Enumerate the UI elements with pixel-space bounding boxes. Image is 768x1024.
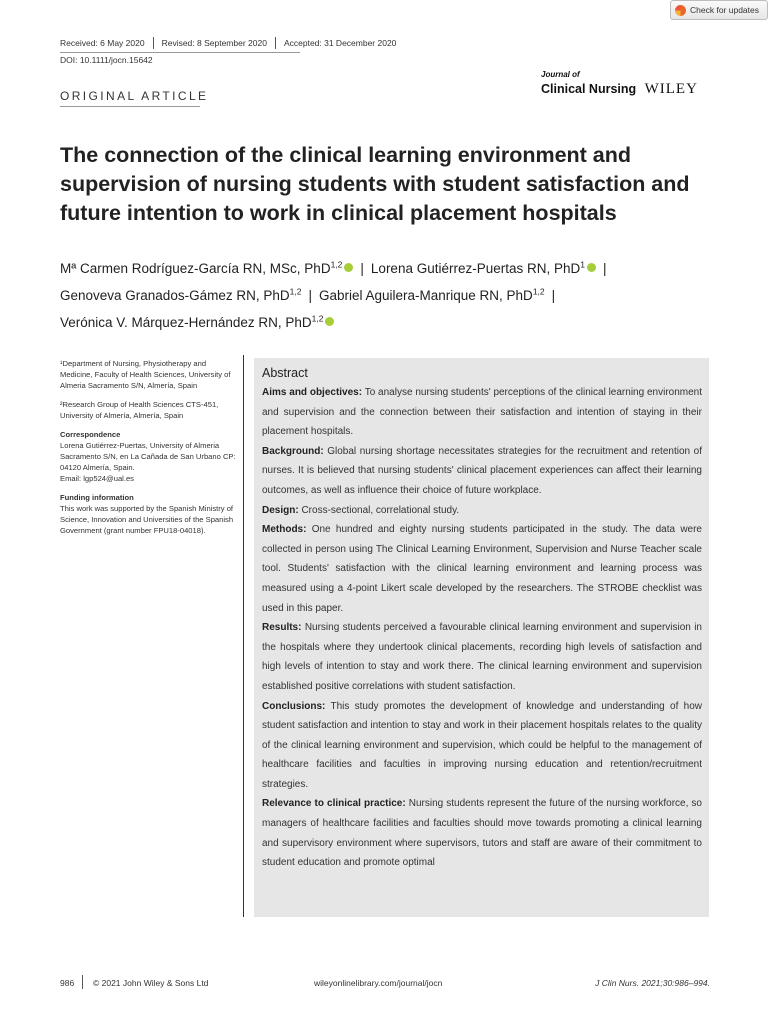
publisher-logo: WILEY [644, 81, 698, 97]
abstract-relevance: Relevance to clinical practice: Nursing students represent the future of the nursing workforce, so managers of healthcare facilities and faculties should move towards promoting a clinical learning and supervisory environment where supervisors, tutors and staff are aware of their commitment to student education and promote optimal [262, 798, 702, 869]
publication-dates [60, 37, 404, 49]
abstract-methods: Methods: One hundred and eighty nursing students participated in the study. The data were collected in person using The Clinical Learning Environment, Supervision and Nurse Teacher scale tool. Students' satisfaction with the clinical learning environment and learning process was measured using a 4-point Likert scale developed by the researchers. The STROBE checklist was used in this paper. [262, 524, 702, 614]
orcid-icon[interactable] [325, 317, 334, 326]
funding-heading: Funding information [60, 493, 134, 502]
correspondence [60, 429, 236, 484]
author-separator: | [360, 260, 364, 276]
affiliation-2: ²Research Group of Health Sciences CTS-451, University of Almería, Almería, Spain [60, 400, 219, 420]
footer-divider [82, 975, 83, 989]
check-for-updates-label: Check for updates [690, 5, 759, 15]
abstract-background: Background: Global nursing shortage necessitates strategies for the recruitment and retention of nurses. It is believed that nursing students' clinical placement experiences can affect their learning outcomes, as well as influence their choice of future workplace. [262, 445, 702, 496]
correspondence-email[interactable]: Email: lgp524@ual.es [60, 474, 134, 483]
abstract-aims: Aims and objectives: To analyse nursing students' perceptions of the clinical learning environment and supervision and the connection between their satisfaction and intention of staying in their placement hospitals. [262, 387, 703, 438]
article-type-rule [60, 106, 200, 107]
abstract-heading: Abstract [262, 366, 308, 380]
author[interactable]: Genoveva Granados-Gámez RN, PhD$^{1,2}$ [60, 286, 302, 303]
author-separator: | [551, 287, 556, 303]
journal-of-label: Journal of [541, 70, 580, 79]
header-rule [60, 52, 300, 53]
journal-name: Clinical Nursing [541, 82, 637, 96]
received-date: Received: 6 May 2020 [60, 38, 145, 48]
article-type: ORIGINAL ARTICLE [60, 89, 209, 103]
affiliation-1: ¹Department of Nursing, Physiotherapy and Medicine, Faculty of Health Sciences, University of Almeria Sacramento S/N, Almería, Spain [60, 359, 231, 390]
accepted-date: Accepted: 31 December 2020 [275, 37, 404, 49]
author-list [60, 253, 710, 334]
correspondence-address: Lorena Gutiérrez-Puertas, University of Almeria Sacramento S/N, en La Cañada de San Urbano CP: 04120 Almería, Spain. [60, 441, 236, 472]
abstract-results: Results: Nursing students perceived a favourable clinical learning environment and supervision in the hospitals where they undertook clinical placements, recording high levels of satisfaction and high levels of intention to stay and work there. The clinical learning environment and supervision established positive correlations with student satisfaction. [262, 622, 702, 692]
author[interactable]: Gabriel Aguilera-Manrique RN, PhD$^{1,2}$ [318, 286, 545, 303]
doi[interactable]: DOI: 10.1111/jocn.15642 [60, 55, 153, 65]
page-number: 986 [60, 978, 75, 988]
revised-date: Revised: 8 September 2020 [153, 37, 275, 49]
orcid-icon[interactable] [344, 263, 353, 272]
sidebar-divider [243, 355, 244, 917]
correspondence-heading: Correspondence [60, 430, 121, 439]
funding-information [60, 492, 236, 536]
check-for-updates-button[interactable] [670, 0, 768, 20]
citation: J Clin Nurs. 2021;30:986–994. [595, 978, 710, 988]
author-separator: | [308, 287, 312, 303]
copyright: © 2021 John Wiley & Sons Ltd [93, 978, 209, 988]
journal-url[interactable]: wileyonlinelibrary.com/journal/jocn [314, 978, 443, 988]
abstract-conclusions: Conclusions: This study promotes the development of knowledge and understanding of how student satisfaction and intention to stay and work in their placement hospitals relates to the quality of the clinical learning environment and supervision, which could be helpful to the management of healthcare facilities and faculties in improving nursing education and retention/recruitment strategies. [262, 700, 702, 790]
author[interactable]: Mª Carmen Rodríguez-García RN, MSc, PhD$^{1,2}$ [60, 259, 343, 276]
author[interactable]: Lorena Gutiérrez-Puertas RN, PhD$^1$ [370, 259, 585, 276]
abstract-design: Design: Cross-sectional, correlational study. [262, 504, 460, 516]
author-separator: | [603, 260, 607, 276]
orcid-icon[interactable] [587, 263, 596, 272]
author[interactable]: Verónica V. Márquez-Hernández RN, PhD$^{1,2}$ [60, 313, 324, 330]
journal-logo [541, 70, 711, 98]
article-sidebar [60, 358, 236, 544]
funding-text: This work was supported by the Spanish Ministry of Science, Innovation and Universities of the Spanish Government (grant number FPU18-04018). [60, 504, 234, 535]
crossmark-icon [675, 5, 686, 16]
abstract-box [254, 358, 709, 917]
article-title: The connection of the clinical learning environment and supervision of nursing students with student satisfaction and future intention to work in clinical placement hospitals [60, 143, 690, 225]
